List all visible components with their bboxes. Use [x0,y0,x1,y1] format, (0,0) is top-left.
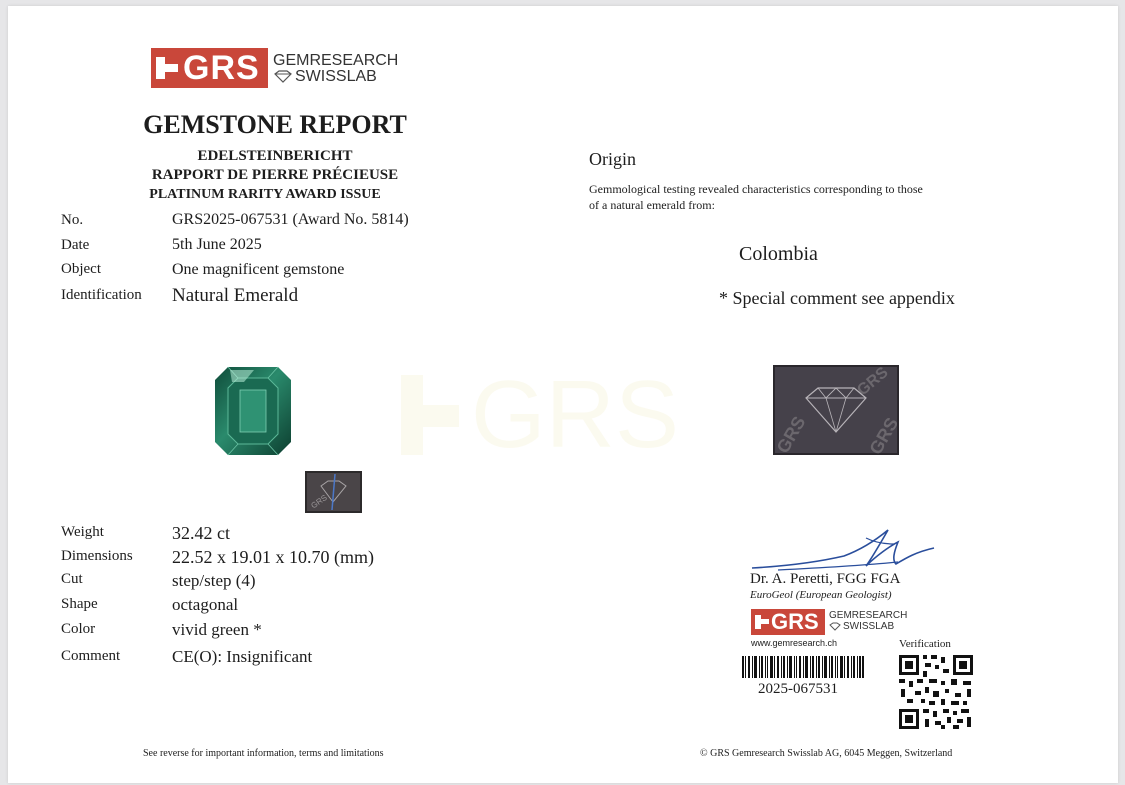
signature [748,522,938,574]
svg-text:GRS: GRS [865,414,903,458]
page-title: GEMSTONE REPORT [143,110,407,139]
svg-text:GRS: GRS [772,412,810,457]
value-date: 5th June 2025 [172,236,262,253]
subtitle-de: EDELSTEINBERICHT [197,148,353,164]
origin-description-1: Gemmological testing revealed characteristics corresponding to those [589,182,923,196]
svg-text:GRS: GRS [854,363,892,400]
logo-small-line2: SWISSLAB [843,621,895,632]
subtitle-fr: RAPPORT DE PIERRE PRÉCIEUSE [151,167,399,183]
label-object: Object [61,261,101,277]
diamond-icon [273,71,293,83]
label-identification: Identification [61,287,142,303]
watermark [393,360,679,470]
origin-heading: Origin [589,149,636,169]
grs-logo-small [751,609,825,635]
logo-line1: GEMRESEARCH [273,52,399,69]
barcode-number: 2025-067531 [758,681,838,697]
report-sheet [8,6,1118,783]
value-weight: 32.42 ct [172,523,230,543]
label-weight: Weight [61,524,104,540]
logo-line2-wrap [273,69,377,85]
value-number: GRS2025-067531 (Award No. 5814) [172,211,409,228]
label-shape: Shape [61,596,98,612]
origin-description-2: of a natural emerald from: [589,198,715,212]
hologram-security-seal [772,363,903,458]
signatory-title: EuroGeol (European Geologist) [750,589,892,601]
logo-line2: SWISSLAB [295,68,377,85]
swiss-flag-icon [151,48,181,88]
grs-logo [151,48,268,88]
watermark-text: GRS [471,361,680,468]
barcode [742,656,864,678]
website: www.gemresearch.ch [751,638,838,648]
logo-small-line1: GEMRESEARCH [829,610,908,621]
logo-mark-small: GRS [771,609,819,634]
value-shape: octagonal [172,595,239,614]
signatory-name: Dr. A. Peretti, FGG FGA [750,571,901,587]
value-object: One magnificent gemstone [172,261,345,278]
label-number: No. [61,212,84,228]
small-hologram-seal [306,472,361,512]
logo-mark: GRS [183,48,260,87]
watermark-flag-icon [393,369,463,461]
label-color: Color [61,621,96,637]
swiss-flag-small-icon [751,609,771,635]
origin-country: Colombia [739,243,818,265]
value-color: vivid green * [172,620,262,639]
verification-qr-code[interactable] [897,653,975,731]
value-dimensions: 22.52 x 19.01 x 10.70 (mm) [172,547,374,567]
svg-text:GRS: GRS [309,493,329,511]
award-issue: PLATINUM RARITY AWARD ISSUE [149,187,381,202]
value-identification: Natural Emerald [172,285,299,306]
footer-right: © GRS Gemresearch Swisslab AG, 6045 Meggen, Switzerland [700,748,953,759]
value-cut: step/step (4) [172,571,256,590]
value-comment: CE(O): Insignificant [172,647,313,666]
special-comment: * Special comment see appendix [719,288,955,308]
label-date: Date [61,237,90,253]
label-dimensions: Dimensions [61,548,133,564]
emerald-gemstone-image [214,366,292,456]
label-cut: Cut [61,571,83,587]
diamond-small-icon [829,623,841,631]
logo-small-line2-wrap [829,622,894,632]
footer-left: See reverse for important information, terms and limitations [143,748,384,759]
label-comment: Comment [61,648,121,664]
verification-label: Verification [899,638,951,650]
